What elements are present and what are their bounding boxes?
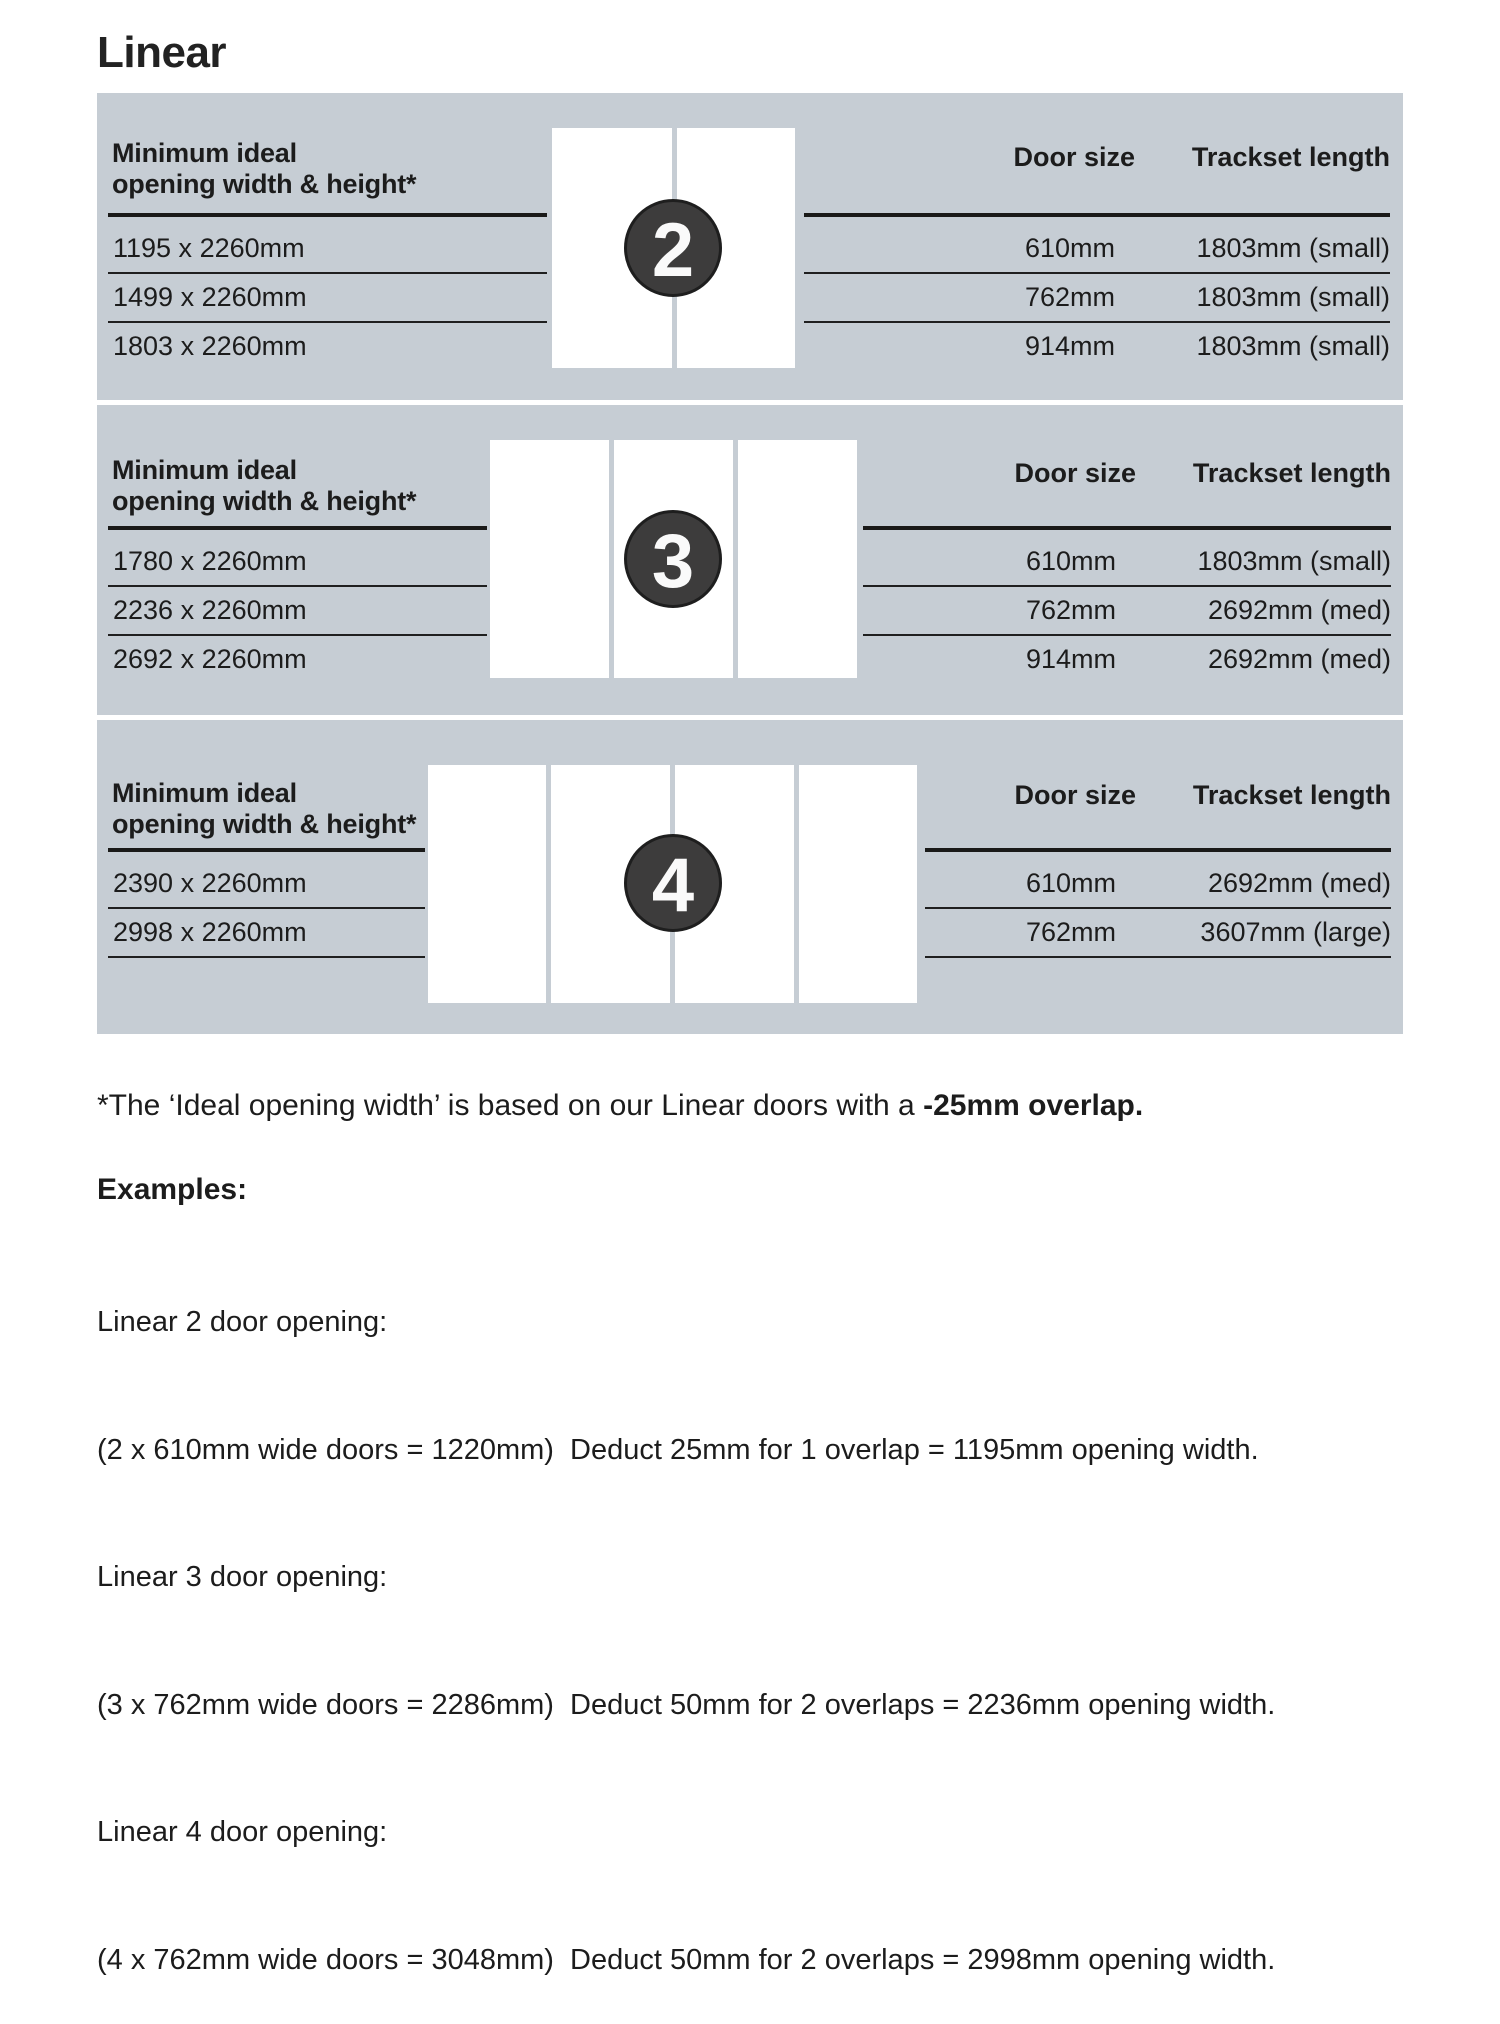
door-size-value: 610mm [1025,546,1116,576]
opening-header-line2: opening width & height* [112,809,417,839]
footnote-bold: -25mm overlap. [923,1089,1144,1122]
opening-value: 1780 x 2260mm [108,538,487,587]
trackset-length-value: 1803mm (small) [1196,282,1390,312]
opening-value: 1195 x 2260mm [108,225,547,274]
door-size-value: 762mm [1024,282,1115,312]
page-title: Linear [97,28,227,77]
opening-value: 1803 x 2260mm [113,331,307,361]
right-table-header-4door [925,780,1391,811]
table-row [804,225,1390,274]
example-line: (2 x 610mm wide doors = 1220mm) Deduct 25mm for 1 overlap = 1195mm opening width. [97,1433,1259,1466]
table-row [925,909,1391,958]
example-line: (3 x 762mm wide doors = 2286mm) Deduct 50mm for 2 overlaps = 2236mm opening width. [97,1688,1276,1721]
trackset-length-value: 2692mm (med) [1207,595,1391,625]
trackset-length-value: 2692mm (med) [1207,868,1391,898]
door-size-value: 914mm [1024,331,1115,361]
trackset-table-4door [925,852,1391,958]
door-count-badge: 3 [624,510,722,608]
trackset-length-header: Trackset length [1192,780,1391,810]
footnote-text: *The ‘Ideal opening width’ is based on our Linear doors with a [97,1089,924,1122]
door-count-badge: 4 [624,834,722,932]
section-divider [97,400,1403,405]
example-line: Linear 3 door opening: [97,1561,388,1593]
door-panel [738,440,857,678]
trackset-length-value: 3607mm (large) [1200,917,1391,947]
door-size-header: Door size [1014,458,1136,488]
examples-block [97,1216,1447,2024]
door-size-value: 610mm [1025,868,1116,898]
section-divider [97,715,1403,720]
opening-value: 1499 x 2260mm [108,274,547,323]
door-count-badge: 2 [624,199,722,297]
trackset-table-2door [804,217,1390,370]
opening-header-line2: opening width & height* [112,169,417,199]
table-row [804,323,1390,370]
trackset-length-value: 1803mm (small) [1196,233,1390,263]
door-panel [428,765,546,1003]
trackset-length-header: Trackset length [1191,142,1390,172]
trackset-length-header: Trackset length [1192,458,1391,488]
trackset-length-value: 1803mm (small) [1197,546,1391,576]
opening-value: 2998 x 2260mm [108,909,425,958]
trackset-length-value: 1803mm (small) [1196,331,1390,361]
table-row [863,538,1391,587]
door-size-header: Door size [1013,142,1135,172]
opening-header-line1: Minimum ideal [112,778,297,808]
opening-header-line1: Minimum ideal [112,455,297,485]
right-table-header-3door [863,458,1391,489]
door-size-value: 610mm [1024,233,1115,263]
opening-header-2door [112,138,416,200]
right-table-header-2door [804,142,1390,173]
table-row [863,587,1391,636]
trackset-length-value: 2692mm (med) [1207,644,1391,674]
door-size-value: 762mm [1025,595,1116,625]
door-panel [490,440,609,678]
table-row [804,274,1390,323]
opening-value: 2236 x 2260mm [108,587,487,636]
opening-header-3door [112,455,416,517]
example-line: Linear 2 door opening: [97,1306,388,1338]
opening-value: 2692 x 2260mm [113,644,307,674]
opening-table-3door [108,530,487,683]
table-row [925,860,1391,909]
door-size-value: 762mm [1025,917,1116,947]
opening-table-4door [108,852,425,958]
door-size-header: Door size [1014,780,1136,810]
footnote [97,1088,1417,1124]
examples-heading: Examples: [97,1173,248,1206]
example-line: (4 x 762mm wide doors = 3048mm) Deduct 50mm for 2 overlaps = 2998mm opening width. [97,1943,1276,1976]
opening-header-line2: opening width & height* [112,486,417,516]
door-panel [799,765,917,1003]
opening-value: 2390 x 2260mm [108,860,425,909]
opening-header-4door [112,778,416,840]
door-size-value: 914mm [1025,644,1116,674]
example-line: Linear 4 door opening: [97,1816,388,1848]
trackset-table-3door [863,530,1391,683]
opening-header-line1: Minimum ideal [112,138,297,168]
opening-table-2door [108,217,547,370]
table-row [863,636,1391,683]
